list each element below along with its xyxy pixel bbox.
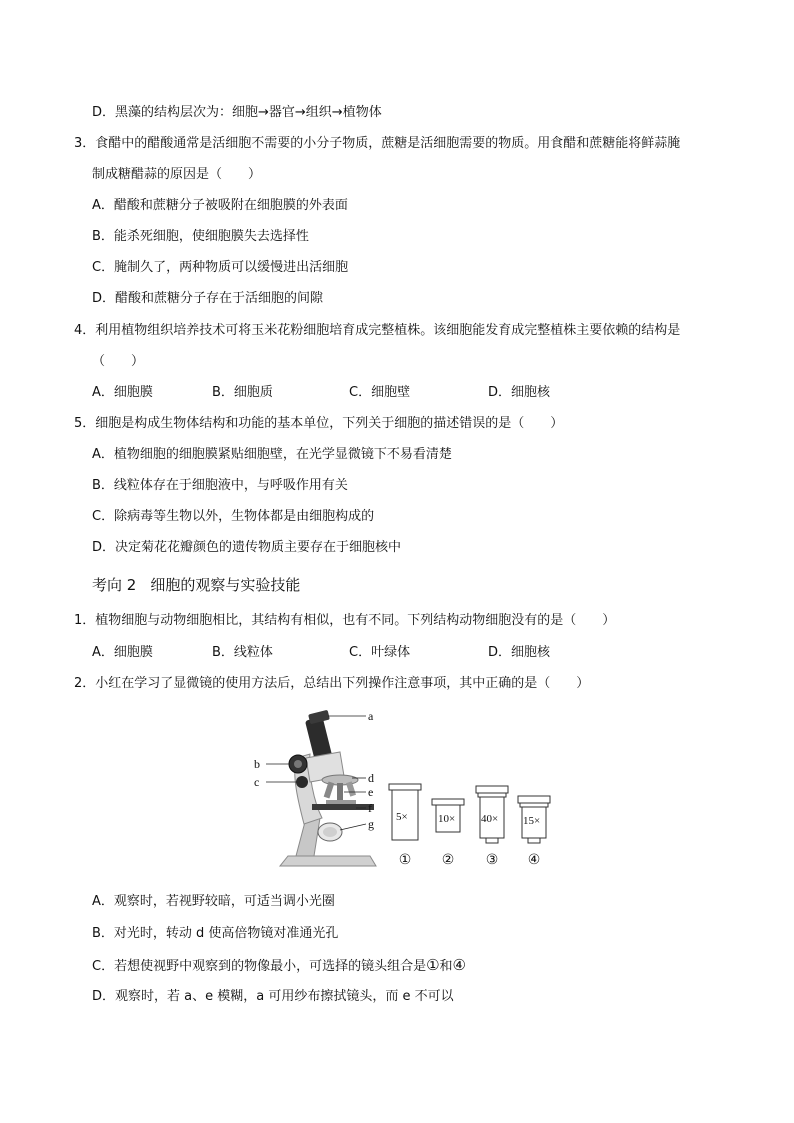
q2-option-d: D．黑藻的结构层次为：细胞→器官→组织→植物体 — [92, 105, 382, 120]
q5-stem: 5．细胞是构成生物体结构和功能的基本单位，下列关于细胞的描述错误的是（ ） — [74, 416, 564, 431]
s2q1-option-b: B．线粒体 — [212, 645, 273, 660]
q4-stem-line2: （ ） — [92, 354, 145, 369]
q3-stem-line2: 制成糖醋蒜的原因是（ ） — [92, 167, 262, 182]
s2q1-options-row — [92, 644, 652, 662]
lens-1-number: ① — [398, 852, 412, 868]
section-heading — [92, 575, 300, 595]
q3-stem-line1: 3．食醋中的醋酸通常是活细胞不需要的小分子物质，蔗糖是活细胞需要的物质。用食醋和蔗糖能将鲜蒜腌 — [74, 136, 681, 151]
q3-option-b: B．能杀死细胞，使细胞膜失去选择性 — [92, 229, 309, 244]
q3-option-d: D．醋酸和蔗糖分子存在于活细胞的间隙 — [92, 291, 324, 306]
s2q1-option-a: A．细胞膜 — [92, 645, 153, 660]
lens-4-label: 15× — [523, 815, 541, 827]
label-f: f — [368, 801, 372, 815]
q4-option-d: D．细胞核 — [488, 385, 551, 400]
s2q2-option-c-text: C．若想使视野中观察到的物像最小，可选择的镜头组合是 — [92, 959, 427, 974]
label-a: a — [368, 709, 374, 723]
q4-option-c: C．细胞壁 — [349, 385, 411, 400]
lens-1-label: 5× — [396, 811, 408, 823]
lens-3-label: 40× — [481, 813, 499, 825]
lens-2-number: ② — [441, 852, 455, 868]
label-c: c — [254, 775, 260, 789]
s2q2-option-d: D．观察时，若 a、e 模糊，a 可用纱布擦拭镜头，而 e 不可以 — [92, 989, 454, 1004]
q4-options-row — [92, 384, 652, 402]
microscope-icon — [280, 710, 376, 866]
s2q2-stem: 2．小红在学习了显微镜的使用方法后，总结出下列操作注意事项，其中正确的是（ ） — [74, 676, 590, 691]
microscope-figure — [240, 706, 570, 876]
q3-option-a: A．醋酸和蔗糖分子被吸附在细胞膜的外表面 — [92, 198, 348, 213]
s2q2-option-a: A．观察时，若视野较暗，可适当调小光圈 — [92, 894, 335, 909]
q5-option-c: C．除病毒等生物以外，生物体都是由细胞构成的 — [92, 509, 375, 524]
label-e: e — [368, 785, 374, 799]
q3-option-c: C．腌制久了，两种物质可以缓慢进出活细胞 — [92, 260, 349, 275]
q4-option-a: A．细胞膜 — [92, 385, 153, 400]
s2q2-option-c-first: ① — [426, 956, 440, 974]
lens-4-number: ④ — [527, 852, 541, 868]
q4-stem-line1: 4．利用植物组织培养技术可将玉米花粉细胞培育成完整植株。该细胞能发育成完整植株主要依赖的结构是 — [74, 323, 681, 338]
s2q2-option-c — [92, 956, 466, 976]
s2q2-option-c-and: 和 — [439, 959, 453, 974]
lens-3-number: ③ — [485, 852, 499, 868]
label-g: g — [368, 817, 374, 831]
q4-option-b: B．细胞质 — [212, 385, 273, 400]
section-label: 考向 2 — [92, 576, 137, 594]
section-title: 细胞的观察与实验技能 — [150, 576, 301, 594]
q5-option-d: D．决定菊花花瓣颜色的遗传物质主要存在于细胞核中 — [92, 540, 402, 555]
label-d: d — [368, 771, 374, 785]
s2q2-option-c-second: ④ — [452, 956, 466, 974]
q5-option-b: B．线粒体存在于细胞液中，与呼吸作用有关 — [92, 478, 348, 493]
s2q1-option-d: D．细胞核 — [488, 645, 551, 660]
s2q1-option-c: C．叶绿体 — [349, 645, 411, 660]
s2q1-stem: 1．植物细胞与动物细胞相比，其结构有相似，也有不同。下列结构动物细胞没有的是（ ） — [74, 613, 616, 628]
lens-2-label: 10× — [438, 813, 456, 825]
label-b: b — [254, 757, 260, 771]
q5-option-a: A．植物细胞的细胞膜紧贴细胞壁，在光学显微镜下不易看清楚 — [92, 447, 452, 462]
s2q2-option-b: B．对光时，转动 d 使高倍物镜对准通光孔 — [92, 926, 339, 941]
